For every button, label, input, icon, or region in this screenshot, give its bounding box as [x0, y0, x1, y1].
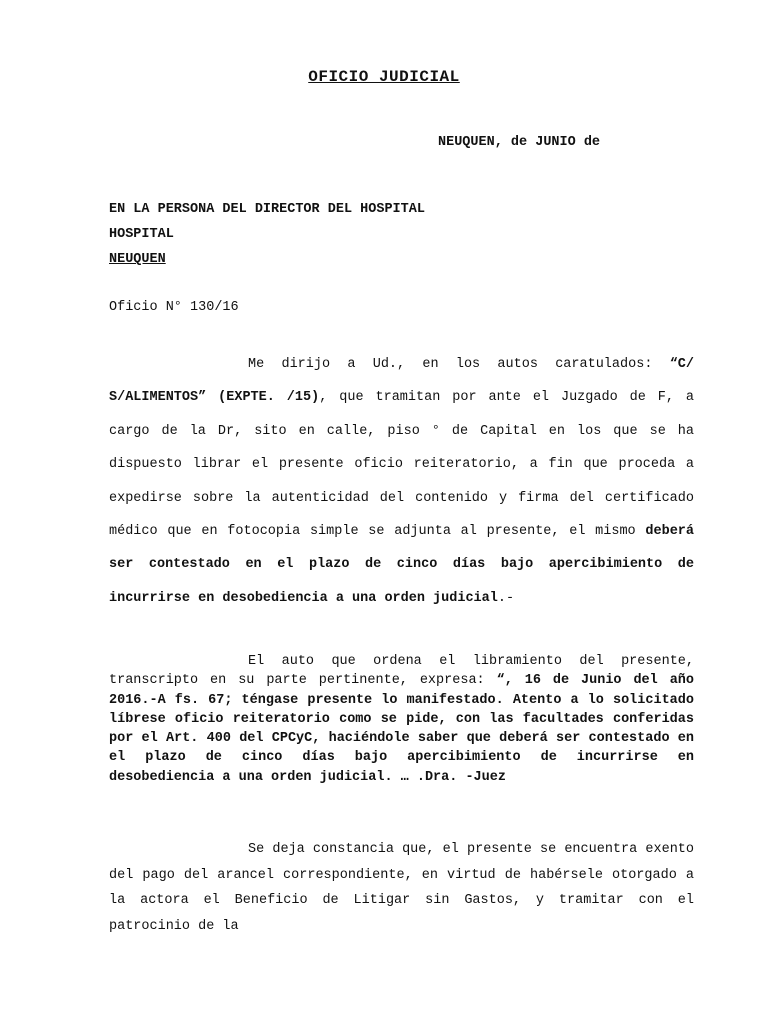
recipient-line-2: HOSPITAL	[109, 227, 174, 242]
recipient-line-3: NEUQUEN	[109, 252, 166, 267]
paragraph-2	[109, 652, 694, 787]
p1-text-1: Me dirijo a Ud., en los autos caratulados:	[248, 357, 670, 372]
paragraph-1	[109, 348, 694, 615]
p1-text-2: , que tramitan por ante el Juzgado de F, a cargo de la Dr, sito en calle, piso ° de Capital en los que se ha dispuesto librar el presente oficio reiteratorio, a fin que proceda a expedirse sobre la autenticidad del contenido y firma del certificado médico que en fotocopia simple se adjunta al presente, el mismo	[109, 390, 694, 540]
recipient-line-1: EN LA PERSONA DEL DIRECTOR DEL HOSPITAL	[109, 202, 425, 217]
p1-case-title: “C/ S/ALIMENTOS” (EXPTE. /15)	[109, 357, 694, 406]
date-line: NEUQUEN, de JUNIO de	[438, 135, 601, 150]
document-title: OFICIO JUDICIAL	[308, 68, 460, 86]
p1-text-3: .-	[497, 590, 515, 606]
p2-quote: “, 16 de Junio del año 2016.-A fs. 67; téngase presente lo manifestado. Atento a lo solicitado líbrese oficio reiteratorio como se pide, con las facultades conferidas por el Art. 400 del CPCyC, haciéndole saber que deberá ser contestado en el plazo de cinco días bajo apercibimiento de incurrirse en desobediencia a una orden judicial. … .Dra. -Juez	[109, 673, 695, 785]
oficio-number: Oficio N° 130/16	[109, 300, 239, 315]
p1-warning: deberá ser contestado en el plazo de cinco días bajo apercibimiento de incurrirse en desobediencia a una orden judicial	[109, 524, 694, 606]
p3-text-1: Se deja constancia que, el presente se encuentra exento del pago del arancel correspondiente, en virtud de habérsele otorgado a la actora el Beneficio de Litigar sin Gastos, y tramitar con el patrocinio de la	[109, 842, 694, 934]
paragraph-3	[109, 837, 694, 939]
p2-text-1: El auto que ordena el libramiento del presente, transcripto en su parte pertinente, expresa:	[109, 654, 694, 689]
